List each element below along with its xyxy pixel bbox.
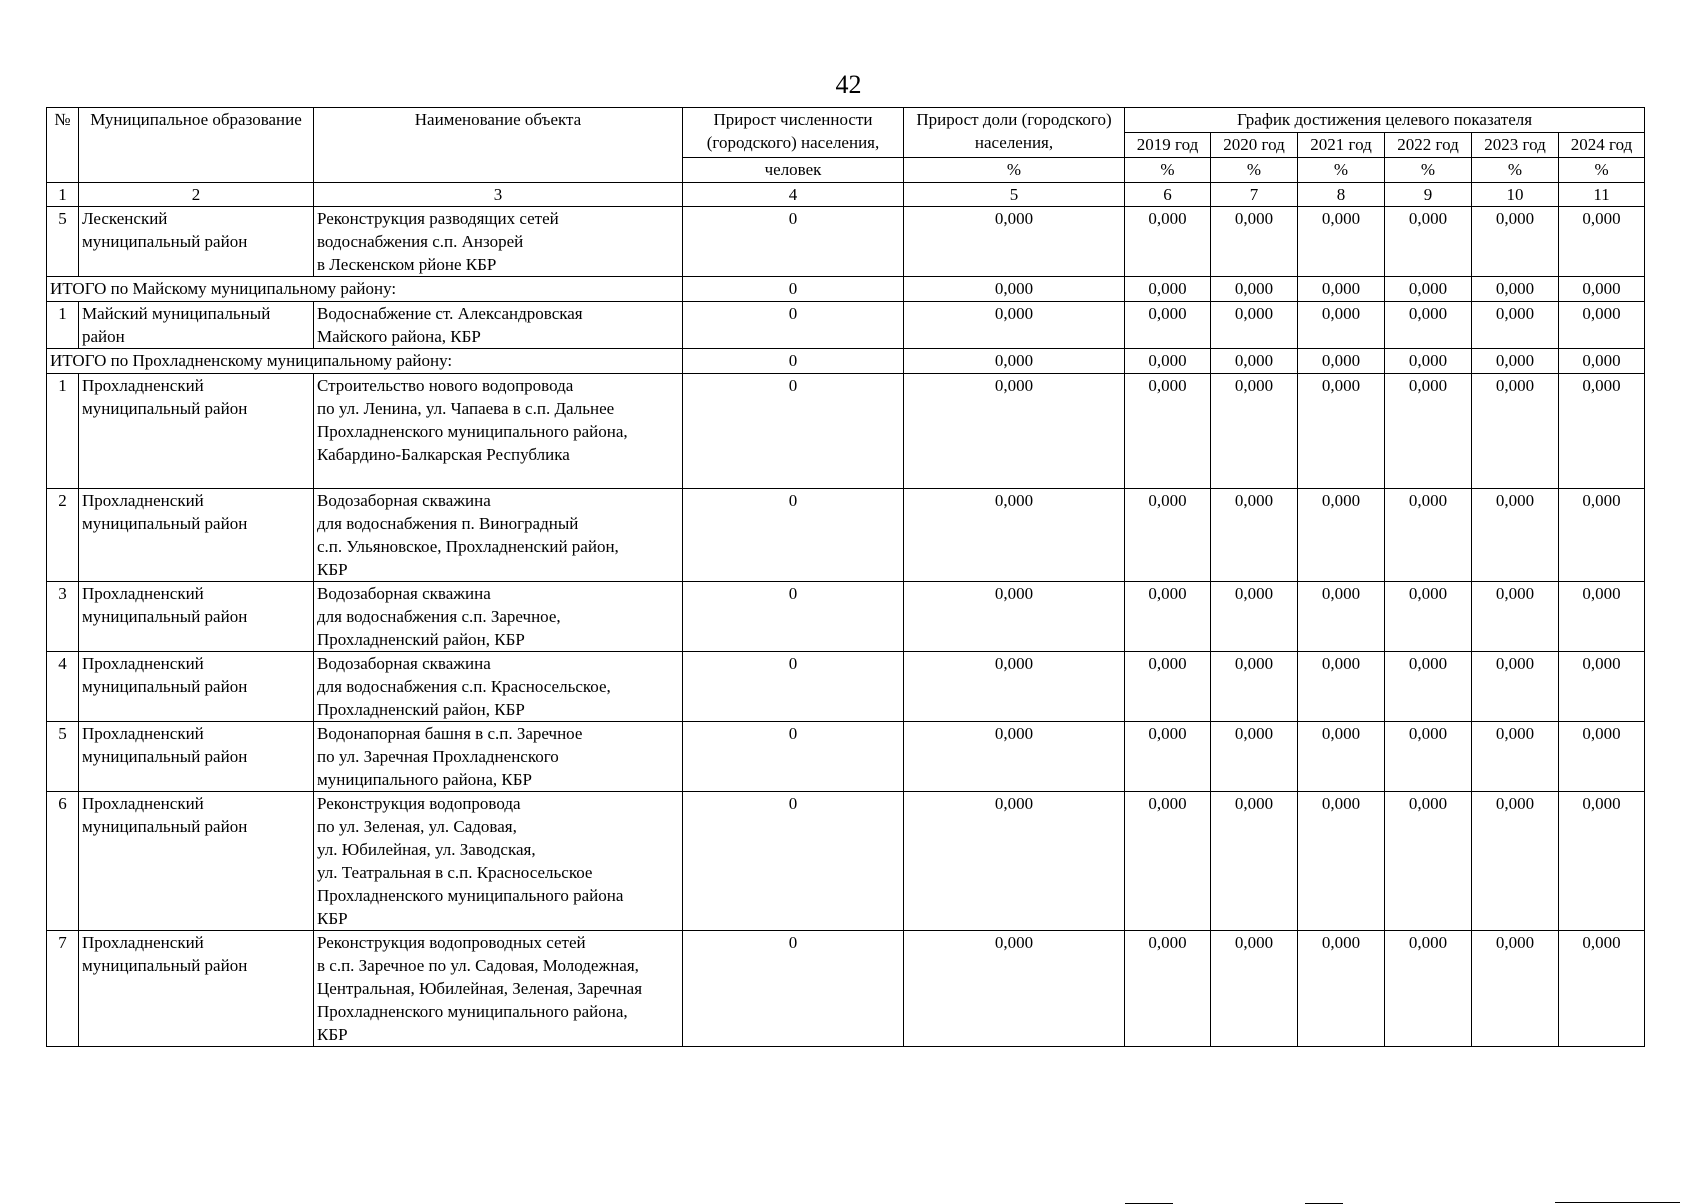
table-row (47, 374, 1645, 489)
row-number: 2 (47, 489, 79, 582)
growth-count-cell: 0 (683, 302, 904, 349)
object-line: в с.п. Заречное по ул. Садовая, Молодежная, (317, 956, 639, 975)
target-indicator-table (46, 107, 1645, 1047)
column-index: 5 (904, 183, 1125, 207)
year-value-cell: 0,000 (1298, 302, 1385, 349)
object-line: Водоснабжение ст. Александровская (317, 304, 583, 323)
growth-share-cell: 0,000 (904, 277, 1125, 302)
object-line: Прохладненский район, КБР (317, 630, 525, 649)
year-value-cell: 0,000 (1472, 207, 1559, 277)
year-value-cell: 0,000 (1472, 349, 1559, 374)
row-number: 5 (47, 207, 79, 277)
year-value-cell: 0,000 (1125, 722, 1211, 792)
object-line: для водоснабжения с.п. Заречное, (317, 607, 561, 626)
row-number: 1 (47, 374, 79, 489)
row-number: 5 (47, 722, 79, 792)
growth-share-cell: 0,000 (904, 207, 1125, 277)
object-line: Реконструкция разводящих сетей (317, 209, 559, 228)
year-value-cell: 0,000 (1211, 302, 1298, 349)
object-line: КБР (317, 560, 348, 579)
municipality-cell (79, 489, 314, 582)
object-line: Прохладненского муниципального района, (317, 1002, 628, 1021)
year-value-cell: 0,000 (1211, 931, 1298, 1047)
year-value-cell: 0,000 (1559, 931, 1645, 1047)
object-line: Водозаборная скважина (317, 584, 491, 603)
growth-count-cell: 0 (683, 652, 904, 722)
municipality-line: муниципальный район (82, 399, 248, 418)
object-line: ул. Юбилейная, ул. Заводская, (317, 840, 536, 859)
header-num: № (47, 108, 79, 183)
table-row (47, 302, 1645, 349)
year-value-cell: 0,000 (1559, 207, 1645, 277)
municipality-line: муниципальный район (82, 607, 248, 626)
growth-share-cell: 0,000 (904, 489, 1125, 582)
municipality-line: Прохладненский (82, 933, 204, 952)
year-value-cell: 0,000 (1472, 792, 1559, 931)
growth-count-cell: 0 (683, 931, 904, 1047)
year-value-cell: 0,000 (1385, 349, 1472, 374)
year-value-cell: 0,000 (1298, 582, 1385, 652)
municipality-line: район (82, 327, 125, 346)
growth-share-cell: 0,000 (904, 652, 1125, 722)
year-value-cell: 0,000 (1559, 302, 1645, 349)
object-name-cell (314, 652, 683, 722)
year-value-cell: 0,000 (1125, 931, 1211, 1047)
municipality-cell (79, 302, 314, 349)
municipality-line: Прохладненский (82, 794, 204, 813)
year-value-cell: 0,000 (1559, 277, 1645, 302)
municipality-line: Прохладненский (82, 376, 204, 395)
growth-count-cell: 0 (683, 722, 904, 792)
header-schedule: График достижения целевого показателя (1125, 108, 1645, 133)
object-name-cell (314, 931, 683, 1047)
year-value-cell: 0,000 (1385, 652, 1472, 722)
header-year-unit: % (1298, 158, 1385, 183)
year-value-cell: 0,000 (1211, 582, 1298, 652)
year-value-cell: 0,000 (1559, 582, 1645, 652)
header-year: 2023 год (1472, 133, 1559, 158)
growth-count-cell: 0 (683, 489, 904, 582)
year-value-cell: 0,000 (1559, 792, 1645, 931)
year-value-cell: 0,000 (1559, 374, 1645, 489)
year-value-cell: 0,000 (1211, 652, 1298, 722)
object-line: Центральная, Юбилейная, Зеленая, Заречная (317, 979, 643, 998)
year-value-cell: 0,000 (1385, 489, 1472, 582)
header-growth-share: Прирост доли (городского) населения, (904, 108, 1125, 158)
year-value-cell: 0,000 (1211, 277, 1298, 302)
year-value-cell: 0,000 (1385, 302, 1472, 349)
municipality-line: Прохладненский (82, 724, 204, 743)
object-line: ул. Театральная в с.п. Красносельское (317, 863, 593, 882)
year-value-cell: 0,000 (1211, 792, 1298, 931)
year-value-cell: 0,000 (1385, 931, 1472, 1047)
table-row (47, 489, 1645, 582)
header-municipality: Муниципальное образование (79, 108, 314, 183)
object-name-cell (314, 489, 683, 582)
year-value-cell: 0,000 (1125, 207, 1211, 277)
object-line: Водозаборная скважина (317, 491, 491, 510)
column-index: 8 (1298, 183, 1385, 207)
table-row (47, 792, 1645, 931)
object-line: Майского района, КБР (317, 327, 481, 346)
object-line: Водонапорная башня в с.п. Заречное (317, 724, 583, 743)
municipality-line: Прохладненский (82, 654, 204, 673)
object-line: Прохладненского муниципального района (317, 886, 624, 905)
year-value-cell: 0,000 (1298, 349, 1385, 374)
object-line: в Лескенском рйоне КБР (317, 255, 497, 274)
year-value-cell: 0,000 (1559, 349, 1645, 374)
municipality-line: муниципальный район (82, 677, 248, 696)
year-value-cell: 0,000 (1298, 931, 1385, 1047)
row-number: 3 (47, 582, 79, 652)
footer-line (1555, 1202, 1680, 1203)
municipality-cell (79, 722, 314, 792)
year-value-cell: 0,000 (1298, 652, 1385, 722)
growth-count-cell: 0 (683, 374, 904, 489)
year-value-cell: 0,000 (1559, 722, 1645, 792)
growth-count-cell: 0 (683, 207, 904, 277)
year-value-cell: 0,000 (1298, 722, 1385, 792)
year-value-cell: 0,000 (1385, 722, 1472, 792)
year-value-cell: 0,000 (1472, 652, 1559, 722)
object-name-cell (314, 582, 683, 652)
object-line: Прохладненский район, КБР (317, 700, 525, 719)
municipality-line: Прохладненский (82, 584, 204, 603)
year-value-cell: 0,000 (1472, 302, 1559, 349)
object-line: Кабардино-Балкарская Республика (317, 445, 570, 464)
year-value-cell: 0,000 (1125, 582, 1211, 652)
municipality-line: муниципальный район (82, 514, 248, 533)
object-line: для водоснабжения п. Виноградный (317, 514, 579, 533)
growth-share-cell: 0,000 (904, 792, 1125, 931)
row-number: 4 (47, 652, 79, 722)
header-year-unit: % (1125, 158, 1211, 183)
municipality-line: муниципальный район (82, 817, 248, 836)
year-value-cell: 0,000 (1125, 652, 1211, 722)
municipality-line: Лескенский (82, 209, 168, 228)
year-value-cell: 0,000 (1559, 489, 1645, 582)
municipality-line: Майский муниципальный (82, 304, 271, 323)
header-year: 2019 год (1125, 133, 1211, 158)
year-value-cell: 0,000 (1472, 277, 1559, 302)
growth-count-cell: 0 (683, 277, 904, 302)
year-value-cell: 0,000 (1125, 277, 1211, 302)
table-row (47, 722, 1645, 792)
object-name-cell (314, 792, 683, 931)
table-row (47, 652, 1645, 722)
object-name-cell (314, 374, 683, 489)
year-value-cell: 0,000 (1125, 302, 1211, 349)
column-index: 9 (1385, 183, 1472, 207)
header-year: 2020 год (1211, 133, 1298, 158)
municipality-line: Прохладненский (82, 491, 204, 510)
header-year: 2024 год (1559, 133, 1645, 158)
column-index: 4 (683, 183, 904, 207)
year-value-cell: 0,000 (1298, 277, 1385, 302)
header-share-unit: % (904, 158, 1125, 183)
object-line: по ул. Заречная Прохладненского (317, 747, 559, 766)
municipality-cell (79, 207, 314, 277)
object-name-cell (314, 302, 683, 349)
year-value-cell: 0,000 (1385, 582, 1472, 652)
column-index: 1 (47, 183, 79, 207)
column-index: 11 (1559, 183, 1645, 207)
header-year-unit: % (1211, 158, 1298, 183)
table-row (47, 582, 1645, 652)
municipality-cell (79, 652, 314, 722)
object-line: с.п. Ульяновское, Прохладненский район, (317, 537, 619, 556)
object-line: Реконструкция водопроводных сетей (317, 933, 586, 952)
growth-share-cell: 0,000 (904, 349, 1125, 374)
object-line: водоснабжения с.п. Анзорей (317, 232, 524, 251)
object-line: по ул. Ленина, ул. Чапаева в с.п. Дальнее (317, 399, 615, 418)
growth-share-cell: 0,000 (904, 722, 1125, 792)
year-value-cell: 0,000 (1125, 489, 1211, 582)
row-number: 7 (47, 931, 79, 1047)
growth-count-cell: 0 (683, 792, 904, 931)
year-value-cell: 0,000 (1472, 931, 1559, 1047)
year-value-cell: 0,000 (1211, 207, 1298, 277)
column-index: 6 (1125, 183, 1211, 207)
year-value-cell: 0,000 (1472, 722, 1559, 792)
year-value-cell: 0,000 (1385, 374, 1472, 489)
column-index: 3 (314, 183, 683, 207)
municipality-cell (79, 792, 314, 931)
table-body (47, 207, 1645, 1047)
header-year-unit: % (1559, 158, 1645, 183)
year-value-cell: 0,000 (1472, 489, 1559, 582)
growth-share-cell: 0,000 (904, 931, 1125, 1047)
column-index: 2 (79, 183, 314, 207)
year-value-cell: 0,000 (1385, 207, 1472, 277)
object-name-cell (314, 207, 683, 277)
municipality-cell (79, 931, 314, 1047)
object-name-cell (314, 722, 683, 792)
municipality-line: муниципальный район (82, 747, 248, 766)
object-line: Водозаборная скважина (317, 654, 491, 673)
object-line: КБР (317, 909, 348, 928)
year-value-cell: 0,000 (1472, 582, 1559, 652)
total-row (47, 349, 1645, 374)
growth-share-cell: 0,000 (904, 374, 1125, 489)
year-value-cell: 0,000 (1559, 652, 1645, 722)
header-object: Наименование объекта (314, 108, 683, 183)
municipality-line: муниципальный район (82, 232, 248, 251)
column-index: 10 (1472, 183, 1559, 207)
year-value-cell: 0,000 (1298, 489, 1385, 582)
row-number: 1 (47, 302, 79, 349)
year-value-cell: 0,000 (1298, 792, 1385, 931)
year-value-cell: 0,000 (1385, 277, 1472, 302)
growth-count-cell: 0 (683, 349, 904, 374)
municipality-line: муниципальный район (82, 956, 248, 975)
table-header (47, 108, 1645, 207)
year-value-cell: 0,000 (1125, 374, 1211, 489)
year-value-cell: 0,000 (1211, 374, 1298, 489)
year-value-cell: 0,000 (1298, 374, 1385, 489)
year-value-cell: 0,000 (1211, 722, 1298, 792)
header-year-unit: % (1385, 158, 1472, 183)
object-line: муниципального района, КБР (317, 770, 532, 789)
year-value-cell: 0,000 (1298, 207, 1385, 277)
header-year: 2022 год (1385, 133, 1472, 158)
column-index: 7 (1211, 183, 1298, 207)
growth-share-cell: 0,000 (904, 582, 1125, 652)
table-row (47, 931, 1645, 1047)
municipality-cell (79, 582, 314, 652)
total-label: ИТОГО по Майскому муниципальному району: (47, 277, 683, 302)
growth-count-cell: 0 (683, 582, 904, 652)
object-line: для водоснабжения с.п. Красносельское, (317, 677, 611, 696)
total-label: ИТОГО по Прохладненскому муниципальному району: (47, 349, 683, 374)
year-value-cell: 0,000 (1385, 792, 1472, 931)
header-index-row (47, 183, 1645, 207)
year-value-cell: 0,000 (1125, 792, 1211, 931)
municipality-cell (79, 374, 314, 489)
total-row (47, 277, 1645, 302)
object-line: КБР (317, 1025, 348, 1044)
object-line: Реконструкция водопровода (317, 794, 521, 813)
growth-share-cell: 0,000 (904, 302, 1125, 349)
object-line: по ул. Зеленая, ул. Садовая, (317, 817, 517, 836)
header-count-unit: человек (683, 158, 904, 183)
year-value-cell: 0,000 (1211, 489, 1298, 582)
year-value-cell: 0,000 (1472, 374, 1559, 489)
table-row (47, 207, 1645, 277)
row-number: 6 (47, 792, 79, 931)
object-line: Прохладненского муниципального района, (317, 422, 628, 441)
year-value-cell: 0,000 (1211, 349, 1298, 374)
page-number: 42 (835, 70, 862, 99)
header-year-unit: % (1472, 158, 1559, 183)
year-value-cell: 0,000 (1125, 349, 1211, 374)
header-growth-count: Прирост численности (городского) населения, (683, 108, 904, 158)
object-line: Строительство нового водопровода (317, 376, 574, 395)
header-year: 2021 год (1298, 133, 1385, 158)
